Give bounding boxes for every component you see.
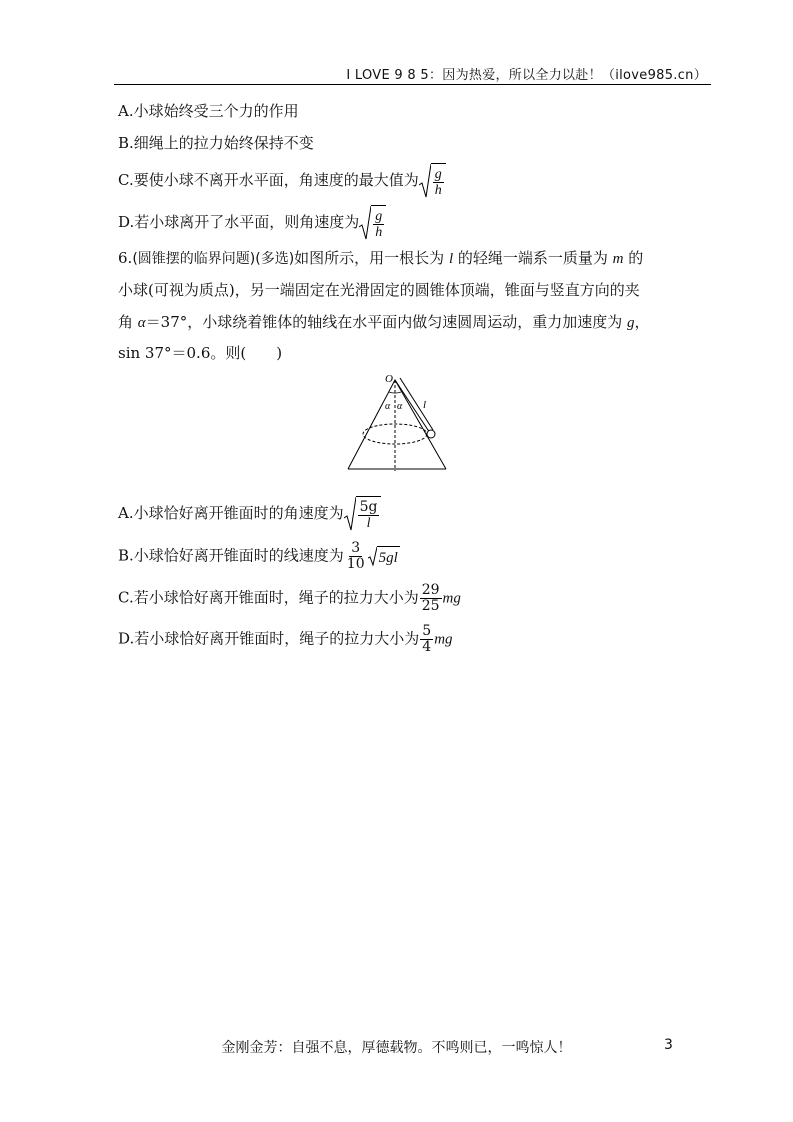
- page-header: I LOVE 9 8 5：因为热爱，所以全力以赴！（ilove985.cn）: [346, 68, 707, 83]
- fraction-numerator: 5g: [359, 498, 378, 515]
- label-alpha-left: α: [385, 401, 391, 412]
- sqrt-expression: [359, 205, 386, 241]
- cone-pendulum-figure: [340, 370, 455, 476]
- q6-text: 的轻绳一端系一质量为: [453, 249, 613, 267]
- fraction-denominator: l: [366, 515, 371, 531]
- q5-option-b: B.细绳上的拉力始终保持不变: [118, 134, 314, 152]
- label-o: O: [385, 373, 393, 385]
- q5-option-c-text: C.要使小球不离开水平面，角速度的最大值为: [118, 171, 419, 189]
- var-alpha: α: [137, 315, 146, 331]
- unit-mg: mg: [442, 590, 461, 607]
- fraction: [345, 541, 367, 572]
- fraction-denominator: 4: [422, 639, 432, 655]
- footer-motto: 金刚金芳：自强不息，厚德载物。不鸣则已，一鸣惊人！: [221, 1040, 572, 1056]
- fraction-denominator: 25: [421, 598, 440, 614]
- fraction-numerator: g: [375, 208, 383, 224]
- q5-option-d: [118, 205, 386, 241]
- q6-text: ＝37°，小球绕着锥体的轴线在水平面内做匀速圆周运动，重力加速度为: [145, 313, 628, 331]
- fraction-denominator: h: [434, 182, 442, 198]
- unit-mg: mg: [434, 631, 453, 648]
- sqrt-expression: [368, 546, 400, 568]
- label-alpha-right: α: [397, 401, 403, 412]
- q6-option-d-text: D.若小球恰好离开锥面时，绳子的拉力大小为: [118, 629, 420, 648]
- question-tag: (圆锥摆的临界问题)(多选): [132, 251, 295, 267]
- label-l: l: [423, 399, 427, 411]
- q6-option-c: [118, 583, 461, 614]
- fraction: [433, 167, 444, 198]
- question-number: 6.: [118, 249, 133, 267]
- var-m: m: [612, 251, 624, 267]
- q6-text: 的: [623, 249, 644, 267]
- q6-option-d: [118, 624, 453, 655]
- ball: [427, 430, 435, 438]
- radicand: 5gl: [377, 546, 400, 568]
- q6-option-a-text: A.小球恰好离开锥面时的角速度为: [118, 504, 344, 522]
- q6-stem-line-2: 小球(可视为质点)，另一端固定在光滑固定的圆锥体顶端，锥面与竖直方向的夹: [118, 281, 640, 299]
- q6-stem-line-3: [118, 312, 650, 333]
- q6-text: ，: [634, 313, 650, 331]
- var-g: g: [627, 315, 635, 331]
- fraction-numerator: g: [434, 166, 442, 182]
- fraction-numerator: 3: [351, 540, 361, 556]
- fraction: [358, 500, 380, 531]
- q5-option-d-text: D.若小球离开了水平面，则角速度为: [118, 213, 360, 231]
- sqrt-expression: [419, 163, 446, 199]
- q6-stem-line-4: sin 37°＝0.6。则( ): [118, 344, 283, 362]
- q5-option-c: [118, 163, 446, 199]
- sqrt-expression: [344, 496, 382, 532]
- q6-stem-line-1: [118, 248, 643, 269]
- q6-option-b-text: B.小球恰好离开锥面时的线速度为: [118, 546, 344, 565]
- fraction: [373, 209, 384, 240]
- q5-option-a: A.小球始终受三个力的作用: [118, 102, 299, 120]
- fraction-numerator: 29: [421, 582, 440, 598]
- q6-text: 角: [118, 313, 138, 331]
- q6-option-c-text: C.若小球恰好离开锥面时，绳子的拉力大小为: [118, 588, 419, 607]
- var-l: l: [448, 251, 454, 267]
- cone-diagram: [340, 370, 455, 472]
- q6-option-b: [118, 541, 400, 572]
- angle-arc-left: [389, 392, 395, 393]
- angle-arc-right: [395, 392, 401, 393]
- fraction: [420, 583, 442, 614]
- q6-option-a: [118, 496, 381, 532]
- fraction-numerator: 5: [422, 623, 432, 639]
- rope-edge: [400, 378, 433, 430]
- header-rule: [114, 84, 711, 85]
- page-number: 3: [664, 1037, 673, 1053]
- fraction-denominator: 10: [346, 556, 365, 572]
- q6-text: 如图所示，用一根长为: [294, 249, 449, 267]
- fraction: [420, 624, 433, 655]
- fraction-denominator: h: [375, 224, 383, 240]
